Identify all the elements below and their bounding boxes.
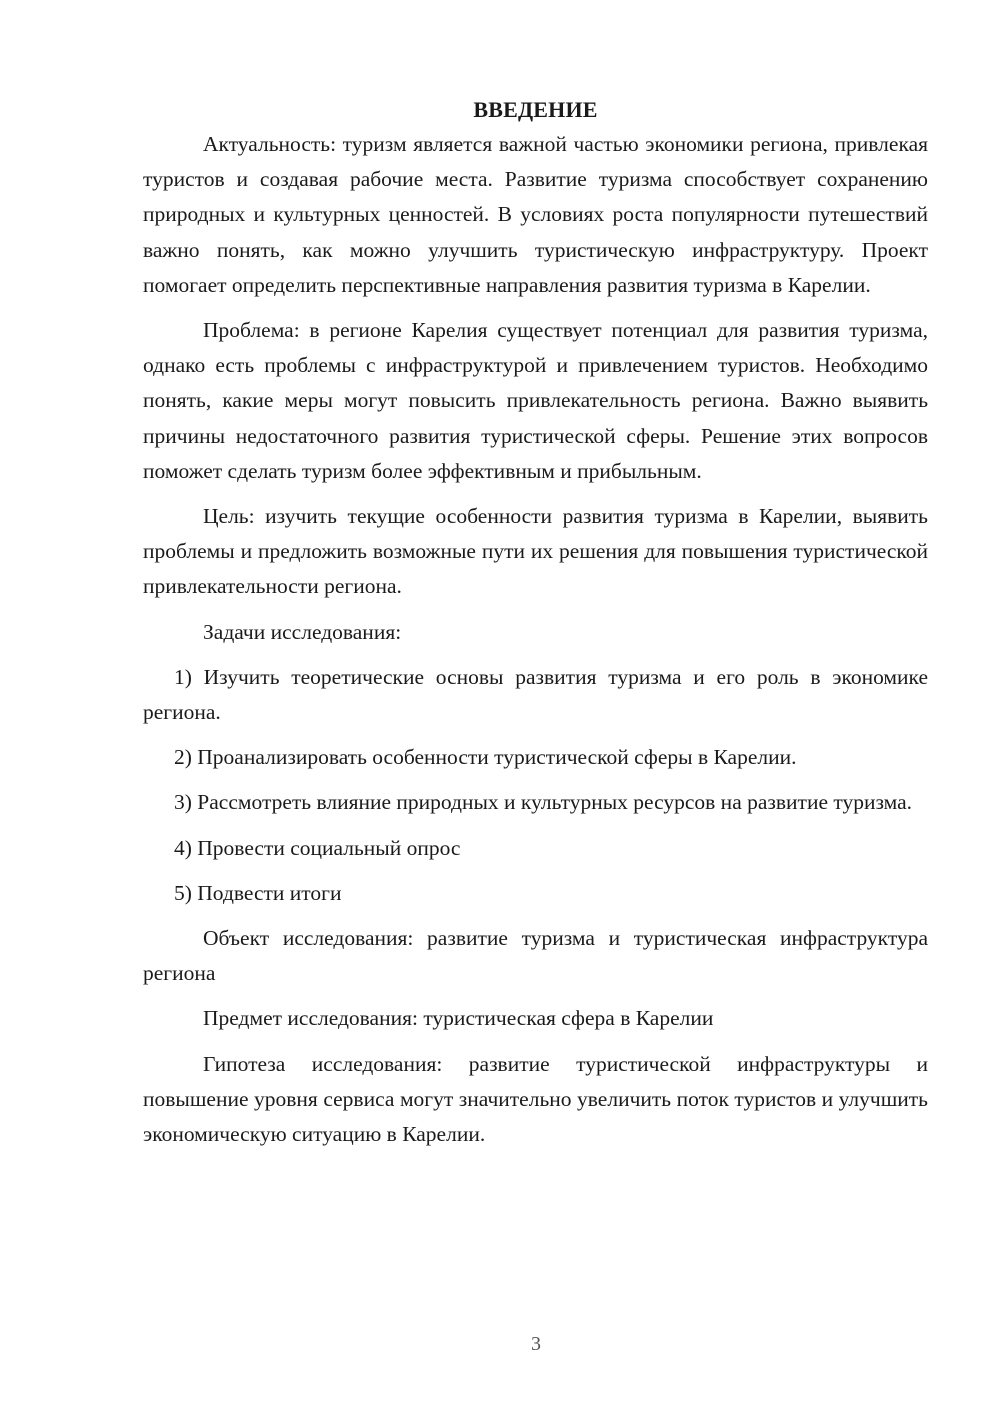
- page-title: ВВЕДЕНИЕ: [473, 97, 598, 122]
- paragraph-goal: Цель: изучить текущие особенности развития туризма в Карелии, выявить проблемы и предложить возможные пути их решения для повышения туристической привлекательности региона.: [143, 504, 928, 599]
- paragraph-relevance: Актуальность: туризм является важной частью экономики региона, привлекая туристов и создавая рабочие места. Развитие туризма способствует сохранению природных и культурных ценностей. В условиях роста популярности путешествий важно понять, как можно улучшить туристическую инфраструктуру. Проект помогает определить перспективные направления развития туризма в Карелии.: [143, 132, 928, 297]
- paragraph-object: Объект исследования: развитие туризма и туристическая инфраструктура региона: [143, 926, 928, 986]
- task-item-4: 4) Провести социальный опрос: [174, 835, 461, 860]
- task-item-2: 2) Проанализировать особенности туристической сферы в Карелии.: [174, 745, 797, 770]
- task-item-3: 3) Рассмотреть влияние природных и культурных ресурсов на развитие туризма.: [174, 790, 913, 815]
- tasks-heading: Задачи исследования:: [203, 619, 402, 644]
- task-item-5: 5) Подвести итоги: [174, 880, 342, 905]
- document-page: [143, 92, 928, 1162]
- paragraph-hypothesis: Гипотеза исследования: развитие туристической инфраструктуры и повышение уровня сервиса могут значительно увеличить поток туристов и улучшить экономическую ситуацию в Карелии.: [143, 1051, 928, 1147]
- paragraph-subject: Предмет исследования: туристическая сфера в Карелии: [203, 1006, 714, 1031]
- page-number: 3: [531, 1333, 541, 1355]
- task-item-1: 1) Изучить теоретические основы развития туризма и его роль в экономике региона.: [143, 664, 928, 725]
- paragraph-problem: Проблема: в регионе Карелия существует потенциал для развития туризма, однако есть проблемы с инфраструктурой и привлечением туристов. Необходимо понять, какие меры могут повысить привлекательность региона. Важно выявить причины недостаточного развития туристической сферы. Решение этих вопросов поможет сделать туризм более эффективным и прибыльным.: [143, 318, 928, 483]
